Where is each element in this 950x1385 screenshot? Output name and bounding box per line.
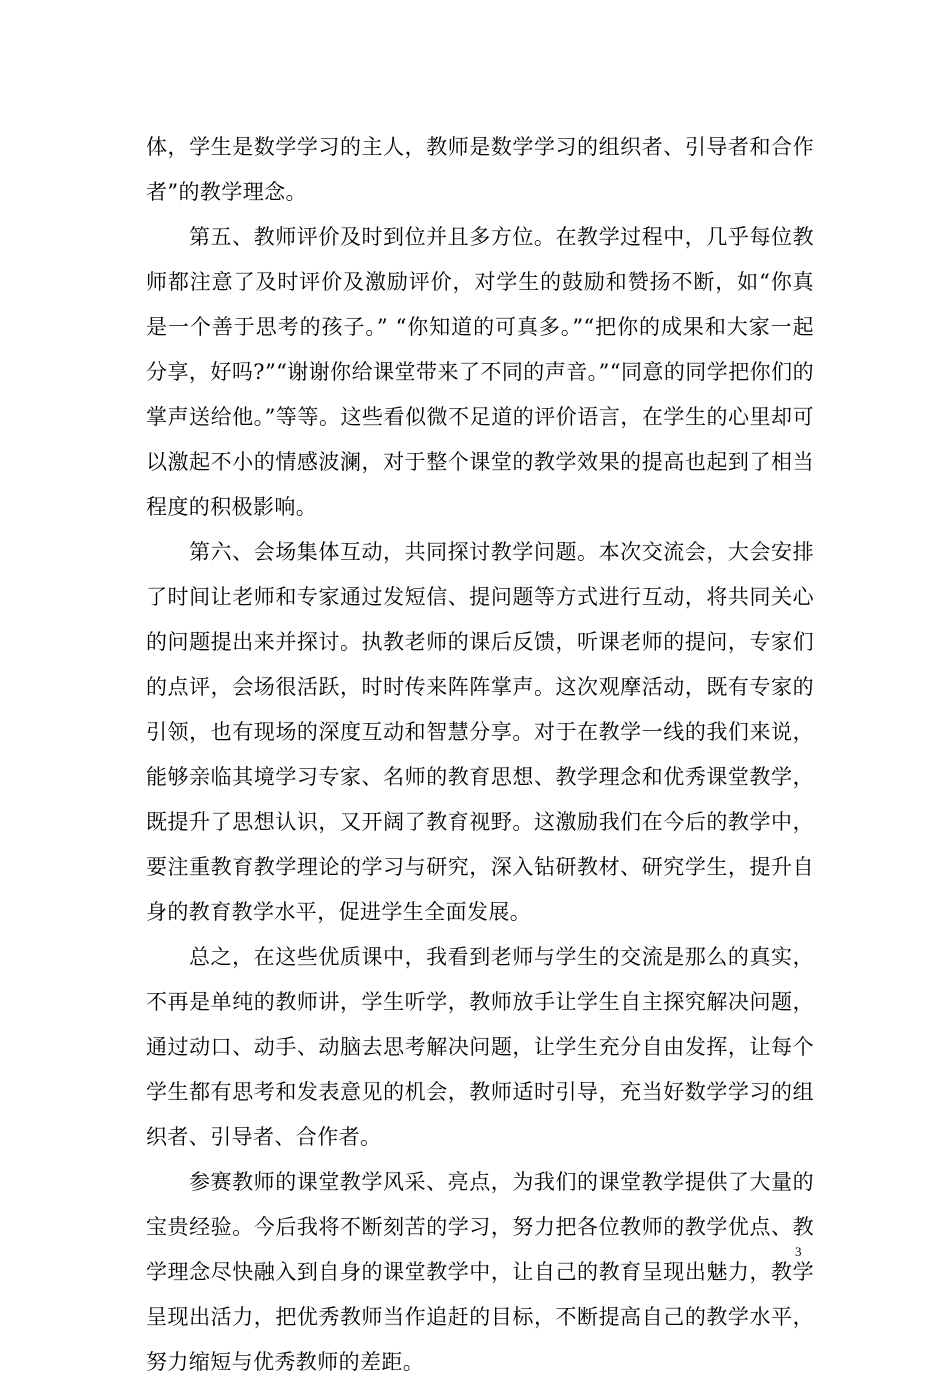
paragraph-3: 第六、会场集体互动，共同探讨教学问题。本次交流会，大会安排了时间让老师和专家通过发短信、提问题等方式进行互动，将共同关心的问题提出来并探讨。执教老师的课后反馈，听课老师的提问，专家们的点评，会场很活跃，时时传来阵阵掌声。这次观摩活动，既有专家的引领，也有现场的深度互动和智慧分享。对于在教学一线的我们来说，能够亲临其境学习专家、名师的教育思想、教学理念和优秀课堂教学，既提升了思想认识，又开阔了教育视野。这激励我们在今后的教学中，要注重教育教学理论的学习与研究，深入钻研教材、研究学生，提升自身的教育教学水平，促进学生全面发展。 <box>146 540 814 924</box>
paragraph-4: 总之，在这些优质课中，我看到老师与学生的交流是那么的真实，不再是单纯的教师讲，学生听学，教师放手让学生自主探究解决问题，通过动口、动手、动脑去思考解决问题，让学生充分自由发挥，让每个学生都有思考和发表意见的机会，教师适时引导，充当好数学学习的组织者、引导者、合作者。 <box>146 945 814 1149</box>
document-body <box>146 125 814 1385</box>
paragraph-5: 参赛教师的课堂教学风采、亮点，为我们的课堂教学提供了大量的宝贵经验。今后我将不断刻苦的学习，努力把各位教师的教学优点、教学理念尽快融入到自身的课堂教学中，让自己的教育呈现出魅力，教学呈现出活力，把优秀教师当作追赶的目标，不断提高自己的教学水平，努力缩短与优秀教师的差距。 <box>146 1170 814 1374</box>
page-number: 3 <box>795 1244 802 1259</box>
paragraph-1: 体，学生是数学学习的主人，教师是数学学习的组织者、引导者和合作者”的教学理念。 <box>146 135 814 204</box>
paragraph-2: 第五、教师评价及时到位并且多方位。在教学过程中，几乎每位教师都注意了及时评价及激励评价，对学生的鼓励和赞扬不断，如“你真是一个善于思考的孩子。” “你知道的可真多。”“把你的成果和大家一起分享，好吗?”“谢谢你给课堂带来了不同的声音。”“同意的同学把你们的掌声送给他。”等等。这些看似微不足道的评价语言，在学生的心里却可以激起不小的情感波澜，对于整个课堂的教学效果的提高也起到了相当程度的积极影响。 <box>146 225 814 519</box>
